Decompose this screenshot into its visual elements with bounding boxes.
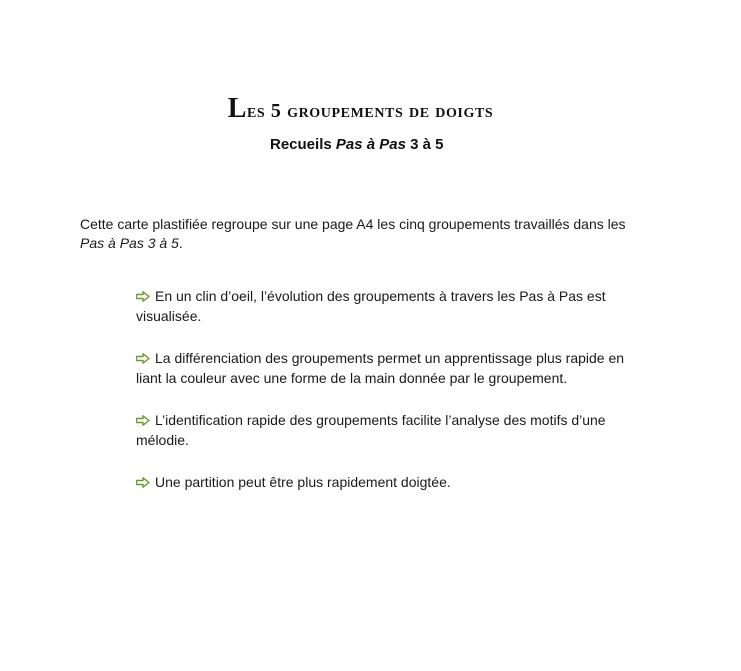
title-rest: es 5 groupements de doigts: [246, 100, 494, 122]
subtitle-suffix: 3 à 5: [405, 136, 444, 153]
intro-paragraph: [80, 215, 650, 253]
bullet-list: [136, 286, 646, 514]
subtitle-emphasis: Pas à Pas: [335, 136, 406, 153]
bullet-text: Une partition peut être plus rapidement doigtée.: [155, 474, 451, 490]
intro-emphasis: Pas à Pas 3 à 5: [80, 235, 179, 251]
bullet-item: [136, 348, 646, 388]
bullet-text: L’identification rapide des groupements facilite l’analyse des motifs d’une mélodie.: [136, 412, 606, 448]
right-arrow-icon: [136, 291, 150, 302]
bullet-text: En un clin d’oeil, l’évolution des groupements à travers les Pas à Pas est visualisée.: [136, 288, 606, 324]
bullet-item: [136, 472, 646, 492]
right-arrow-icon: [136, 477, 150, 488]
right-arrow-icon: [136, 353, 150, 364]
title-initial: L: [227, 93, 247, 124]
bullet-item: [136, 286, 646, 326]
intro-text: Cette carte plastifiée regroupe sur une page A4 les cinq groupements travaillés dans les: [80, 216, 626, 232]
bullet-text: La différenciation des groupements permet un apprentissage plus rapide en liant la couleur avec une forme de la main donnée par le groupement.: [136, 350, 625, 386]
intro-end: .: [178, 235, 183, 251]
document-title: [0, 93, 721, 125]
document-subtitle: [270, 136, 443, 153]
subtitle-prefix: Recueils: [270, 136, 336, 153]
right-arrow-icon: [136, 415, 150, 426]
bullet-item: [136, 410, 646, 450]
